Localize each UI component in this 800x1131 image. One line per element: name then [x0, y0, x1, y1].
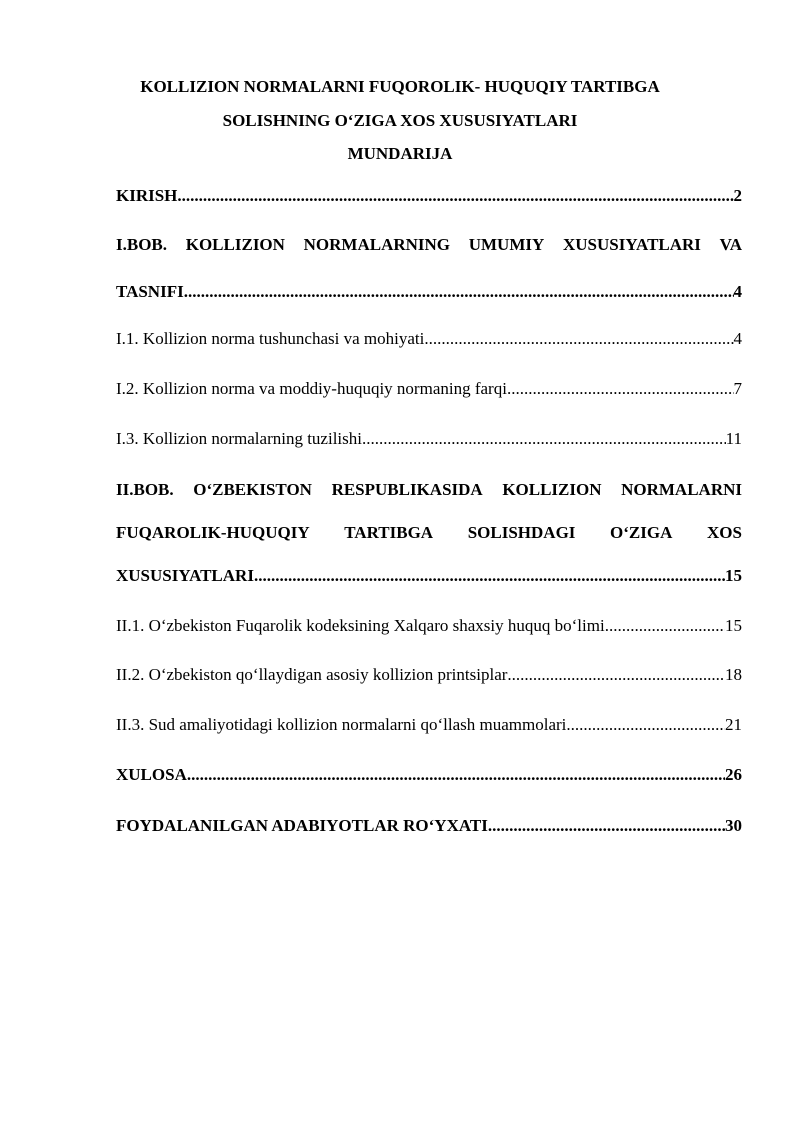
dot-leader: [187, 765, 725, 785]
toc-entry-label: I.2. Kollizion norma va moddiy-huquqiy normaning farqi: [116, 379, 507, 398]
toc-word: II.BOB.: [116, 480, 174, 499]
toc-heading: MUNDARIJA: [347, 144, 453, 163]
toc-entry-label: KIRISH: [116, 186, 178, 205]
dot-leader: [605, 616, 725, 636]
dot-leader: [184, 282, 734, 302]
toc-word: O‘ZBEKISTON: [193, 480, 312, 499]
toc-word: XUSUSIYATLARI: [562, 235, 701, 254]
toc-word: XOS: [707, 523, 742, 542]
toc-section-1-2[interactable]: [116, 379, 742, 399]
toc-page-number: 26: [725, 765, 742, 784]
toc-word: FUQAROLIK-HUQUQIY: [116, 523, 310, 542]
toc-section-2-3[interactable]: [116, 715, 742, 735]
toc-page-number: 7: [733, 379, 742, 398]
toc-entry-label: FOYDALANILGAN ADABIYOTLAR RO‘YXATI: [116, 816, 488, 835]
dot-leader: [507, 379, 734, 399]
dot-leader: [507, 665, 725, 685]
toc-page-number: 15: [725, 616, 742, 635]
toc-chapter-1-line-2[interactable]: [116, 282, 742, 302]
toc-entry-label: TASNIFI: [116, 282, 184, 301]
toc-entry-label: II.1. O‘zbekiston Fuqarolik kodeksining Xalqaro shaxsiy huquq bo‘limi: [116, 616, 605, 635]
document-title-line-2: SOLISHNING O‘ZIGA XOS XUSUSIYATLARI: [222, 111, 578, 130]
toc-page-number: 4: [733, 282, 742, 301]
toc-entry-kirish[interactable]: [116, 186, 742, 206]
toc-word: NORMALARNING: [303, 235, 451, 254]
toc-entry-label: XULOSA: [116, 765, 187, 784]
toc-page-number: 4: [733, 329, 742, 348]
toc-page-number: 2: [733, 186, 742, 205]
document-title-line-1: KOLLIZION NORMALARNI FUQOROLIK- HUQUQIY TARTIBGA: [140, 77, 660, 96]
toc-entry-label: I.3. Kollizion normalarning tuzilishi: [116, 429, 362, 448]
toc-chapter-2-line-2[interactable]: [116, 523, 742, 543]
toc-entry-xulosa[interactable]: [116, 765, 742, 785]
toc-section-2-1[interactable]: [116, 616, 742, 636]
toc-entry-label: XUSUSIYATLARI: [116, 566, 254, 585]
dot-leader: [566, 715, 725, 735]
toc-section-1-3[interactable]: [116, 429, 742, 449]
toc-page-number: 21: [725, 715, 742, 734]
toc-word: SOLISHDAGI: [467, 523, 576, 542]
toc-entry-bibliography[interactable]: [116, 816, 742, 836]
toc-word: I.BOB.: [116, 235, 168, 254]
toc-word: NORMALARNI: [621, 480, 742, 499]
dot-leader: [488, 816, 725, 836]
toc-word: O‘ZIGA: [610, 523, 673, 542]
toc-section-1-1[interactable]: [116, 329, 742, 349]
toc-page-number: 11: [725, 429, 742, 448]
toc-chapter-1-line-1[interactable]: [116, 235, 742, 255]
toc-entry-label: II.3. Sud amaliyotidagi kollizion normalarni qo‘llash muammolari: [116, 715, 567, 734]
toc-word: KOLLIZION: [502, 480, 602, 499]
toc-page-number: 18: [725, 665, 742, 684]
toc-chapter-2-line-1[interactable]: [116, 480, 742, 500]
toc-word: RESPUBLIKASIDA: [331, 480, 483, 499]
toc-word: UMUMIY: [468, 235, 545, 254]
dot-leader: [254, 566, 725, 586]
toc-entry-label: II.2. O‘zbekiston qo‘llaydigan asosiy kollizion printsiplar: [116, 665, 508, 684]
toc-word: VA: [719, 235, 742, 254]
toc-entry-label: I.1. Kollizion norma tushunchasi va mohiyati: [116, 329, 425, 348]
dot-leader: [424, 329, 733, 349]
toc-section-2-2[interactable]: [116, 665, 742, 685]
toc-word: TARTIBGA: [344, 523, 434, 542]
toc-word: KOLLIZION: [185, 235, 285, 254]
dot-leader: [177, 186, 733, 206]
toc-page-number: 30: [725, 816, 742, 835]
toc-page-number: 15: [725, 566, 742, 585]
dot-leader: [362, 429, 726, 449]
toc-chapter-2-line-3[interactable]: [116, 566, 742, 586]
